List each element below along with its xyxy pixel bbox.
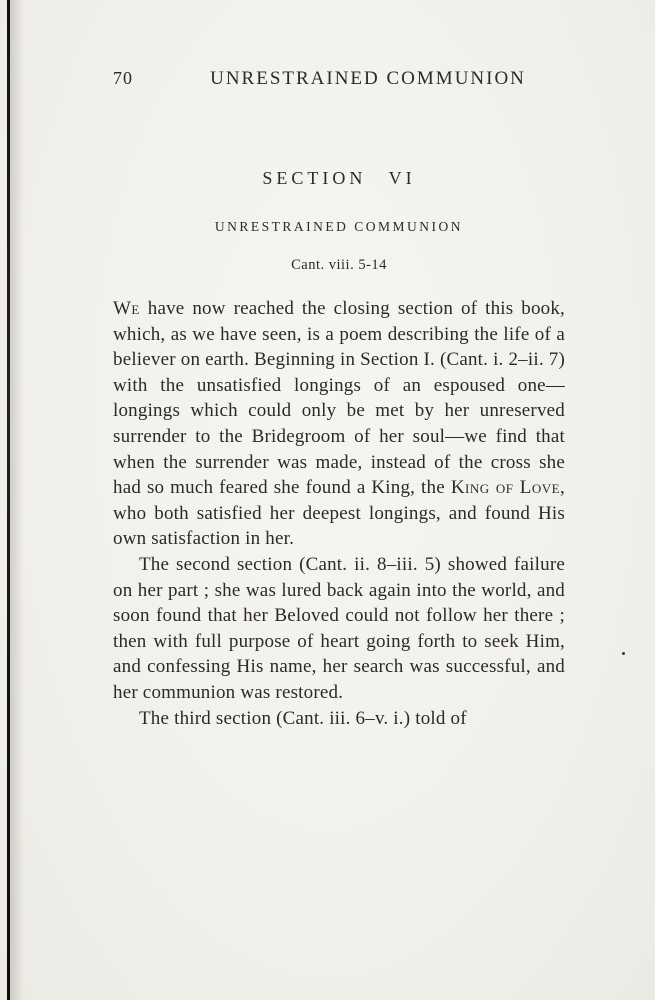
paragraph-3: The third section (Cant. iii. 6–v. i.) told of — [139, 707, 467, 729]
paragraph-1-text-b: , who both satisfied her deepest longings, and found His own satisfaction in her. — [113, 477, 565, 550]
running-header — [113, 68, 565, 90]
scan-artifact-dot — [622, 652, 625, 655]
paragraph-1 — [113, 296, 565, 552]
king-of-love-smallcaps: King of Love — [450, 477, 561, 499]
page-content — [113, 0, 565, 731]
section-title: SECTION VI — [262, 168, 416, 188]
paragraph-2: The second section (Cant. ii. 8–iii. 5) showed failure on her part ; she was lured back again into the world, and soon found that her Beloved could not follow her there ; then with full purpose of heart going forth to seek Him, and confessing His name, her search was successful, and her communion was restored. — [113, 553, 565, 703]
page-number: 70 — [113, 68, 133, 88]
paragraph-1-text-a: have now reached the closing section of this book, which, as we have seen, is a poem describing the life of a believer on earth. Beginning in Section I. (Cant. i. 2–ii. 7) with the unsatisfied longings of an espoused one—longings which could only be met by her unreserved surrender to the Bridegroom of her soul—we find that when the surrender was made, instead of the cross she had so much feared she found a King, the — [113, 298, 565, 499]
section-subtitle: UNRESTRAINED COMMUNION — [214, 219, 464, 234]
paragraph-1-lead-smallcaps: We — [113, 298, 140, 319]
binding-shadow — [10, 0, 24, 1000]
running-head-title: UNRESTRAINED COMMUNION — [210, 68, 526, 89]
scripture-reference: Cant. viii. 5-14 — [291, 257, 387, 273]
